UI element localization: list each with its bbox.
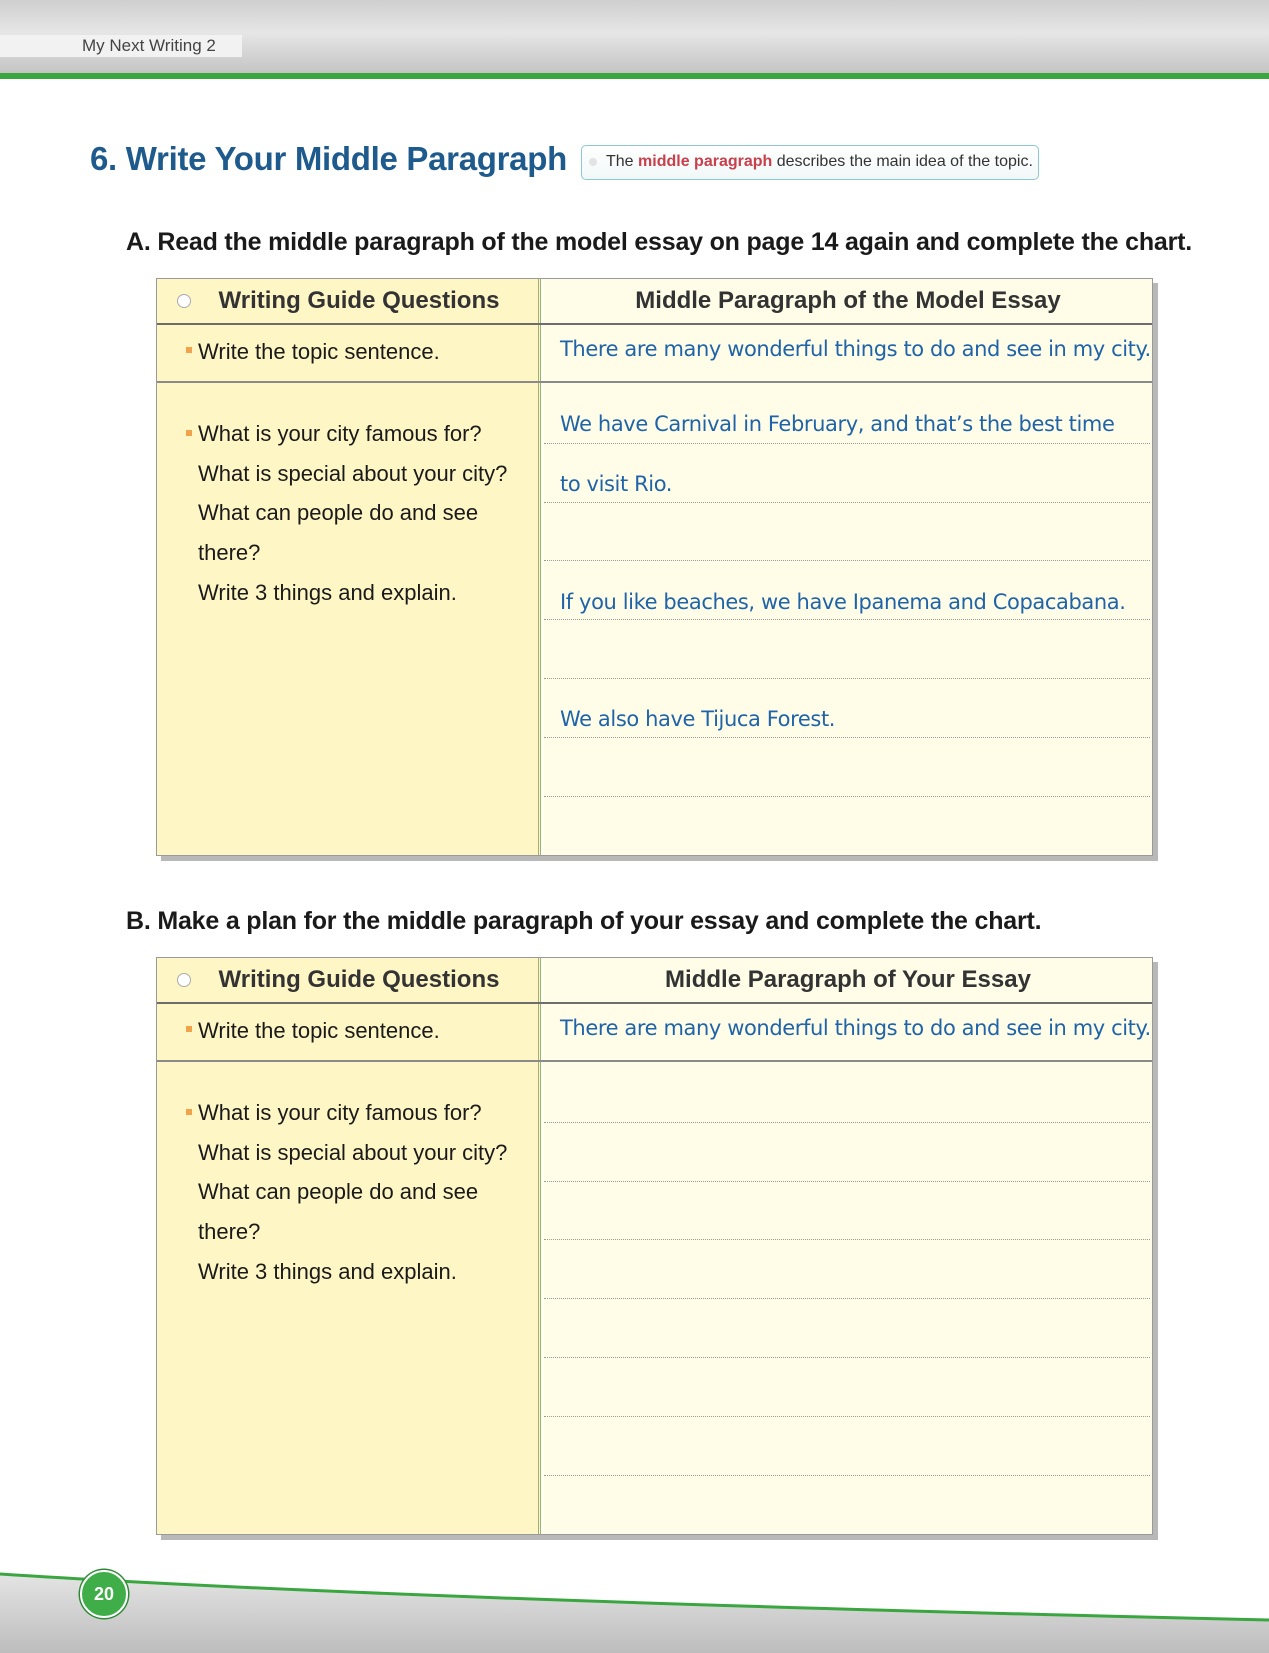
writing-line[interactable] (544, 796, 1150, 797)
chart-a-answer-line: to visit Rio. (560, 472, 673, 496)
page-number-badge (80, 1570, 128, 1618)
chart-a-guide-line: there? (198, 540, 261, 565)
chart-a-answer-line: If you like beaches, we have Ipanema and Copacabana. (560, 590, 1126, 614)
page-title: 6. Write Your Middle Paragraph (90, 140, 567, 177)
chart-a-answer-line: We also have Tijuca Forest. (560, 707, 836, 731)
chart-a-topic-prompt: Write the topic sentence. (198, 339, 440, 364)
chart-a-col-right-header: Middle Paragraph of the Model Essay (635, 287, 1061, 314)
page-number: 20 (93, 1584, 115, 1604)
bullet-icon (186, 1026, 192, 1032)
chart-b-guide-line: What is your city famous for? (198, 1100, 482, 1125)
footer-band (0, 1560, 1269, 1653)
chart-b-topic-row (157, 1004, 1152, 1062)
chart-a-guide-line: What can people do and see (198, 500, 479, 525)
bullet-icon (186, 1109, 192, 1115)
chart-a-guide-line: What is special about your city? (198, 461, 508, 486)
book-title: My Next Writing 2 (0, 35, 242, 57)
chart-a-topic-answer: There are many wonderful things to do and see in my city. (560, 337, 1151, 361)
chart-b-col-right-header: Middle Paragraph of Your Essay (665, 966, 1031, 993)
tip-box (581, 145, 1039, 180)
writing-line[interactable] (544, 678, 1150, 679)
chart-b-guide-line: What is special about your city? (198, 1140, 508, 1165)
header-accent-stripe (0, 73, 1269, 79)
chart-b-topic-prompt: Write the topic sentence. (198, 1018, 440, 1043)
writing-line[interactable] (544, 1122, 1150, 1123)
tip-suffix: describes the main idea of the topic. (776, 153, 1033, 170)
writing-line[interactable] (544, 1475, 1150, 1476)
writing-line[interactable] (544, 1181, 1150, 1182)
chart-a-guide-line: Write 3 things and explain. (198, 580, 457, 605)
chart-a (156, 278, 1153, 856)
chart-a-guide-line: What is your city famous for? (198, 421, 482, 446)
chart-b-header (157, 958, 1152, 1004)
chart-b (156, 957, 1153, 1535)
chart-b-col-left-header: Writing Guide Questions (218, 966, 500, 993)
tip-keyword: middle paragraph (638, 153, 773, 170)
chart-b-guide-line: What can people do and see (198, 1179, 479, 1204)
chart-b-guide-line: there? (198, 1219, 261, 1244)
writing-line[interactable] (544, 443, 1150, 444)
section-b-heading: B. Make a plan for the middle paragraph of your essay and complete the chart. (126, 907, 1042, 935)
chart-b-topic-answer: There are many wonderful things to do and see in my city. (560, 1016, 1151, 1040)
chart-b-guide-line: Write 3 things and explain. (198, 1259, 457, 1284)
writing-line[interactable] (544, 560, 1150, 561)
chart-a-col-left-header: Writing Guide Questions (218, 287, 500, 314)
chart-a-answer-line: We have Carnival in February, and that’s the best time (560, 412, 1115, 436)
writing-line[interactable] (544, 1298, 1150, 1299)
writing-line[interactable] (544, 1357, 1150, 1358)
bullet-icon (186, 430, 192, 436)
tip-prefix: The (606, 153, 634, 170)
writing-line[interactable] (544, 737, 1150, 738)
writing-line[interactable] (544, 619, 1150, 620)
section-a-heading: A. Read the middle paragraph of the model essay on page 14 again and complete the chart. (126, 228, 1192, 256)
writing-line[interactable] (544, 1239, 1150, 1240)
chart-a-header (157, 279, 1152, 325)
chart-a-topic-row (157, 325, 1152, 383)
tip-bullet-icon (589, 158, 597, 166)
writing-line[interactable] (544, 1416, 1150, 1417)
writing-line[interactable] (544, 502, 1150, 503)
bullet-icon (186, 347, 192, 353)
